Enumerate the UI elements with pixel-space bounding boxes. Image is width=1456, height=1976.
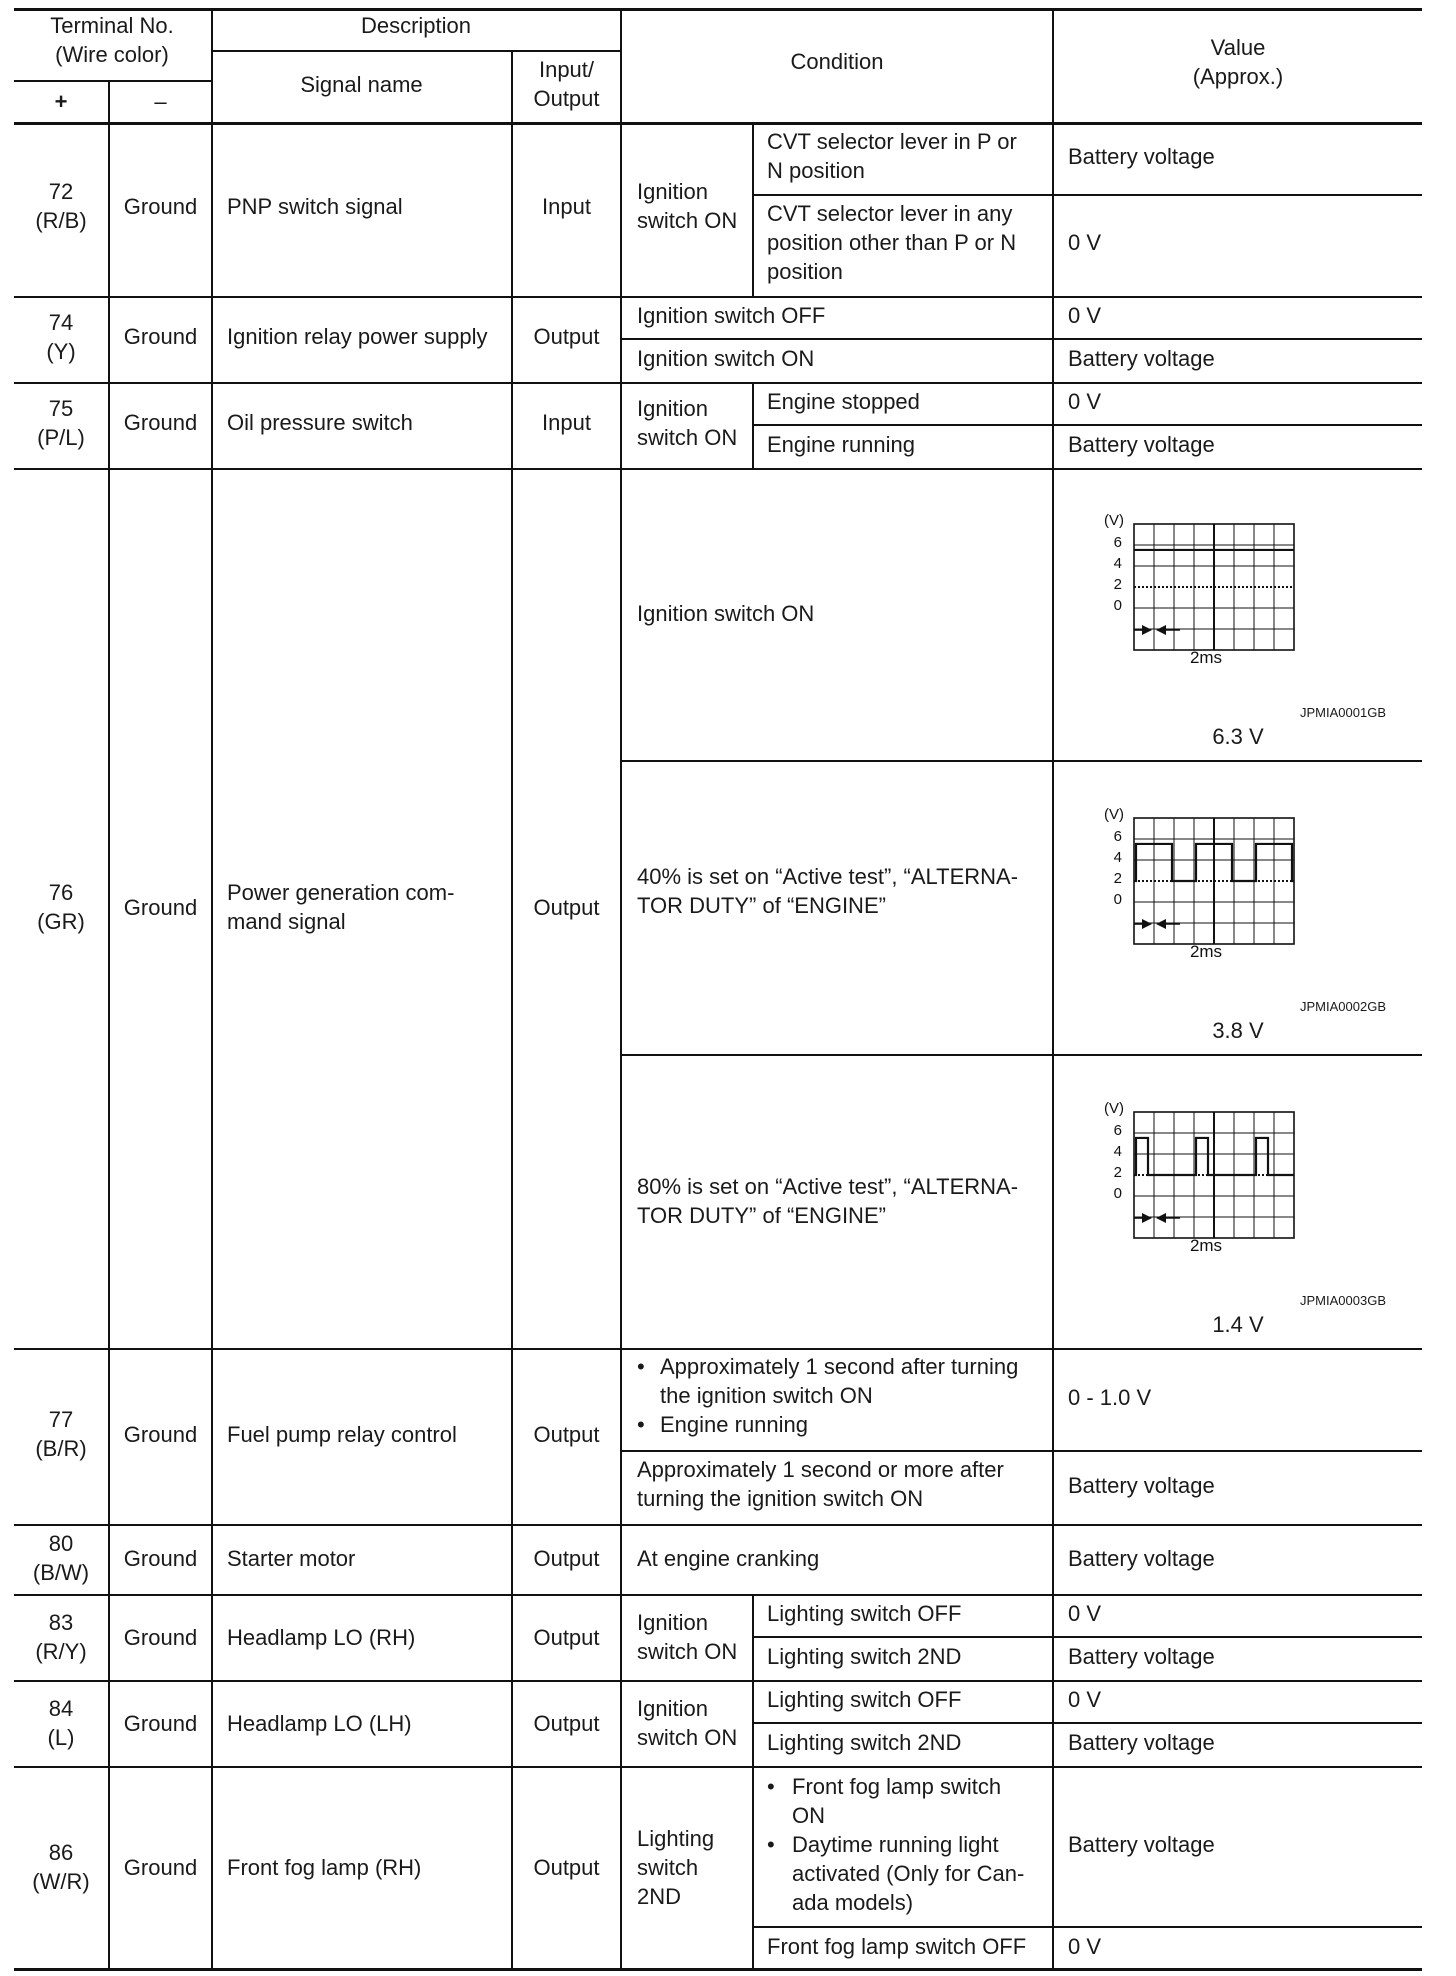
scope-unit-label: (V) <box>1104 512 1124 529</box>
header-signal-name: Signal name <box>300 72 423 97</box>
ground-terminal: Ground <box>123 1546 198 1571</box>
wire-color: (R/B) <box>35 208 87 233</box>
arrow-right-icon <box>1142 919 1152 929</box>
header-minus: – <box>154 89 167 114</box>
value-text: Battery voltage <box>1068 144 1215 169</box>
header-input-output: Output <box>533 86 600 111</box>
rule <box>752 1636 1422 1638</box>
input-output: Output <box>533 1855 600 1880</box>
scope-tick-label: 0 <box>1113 597 1122 614</box>
wire-color: (Y) <box>46 339 76 364</box>
condition-text: TOR DUTY” of “ENGINE” <box>637 1203 886 1228</box>
table-bottom-rule <box>14 1968 1422 1971</box>
condition-text: CVT selector lever in P or <box>767 129 1017 154</box>
rule <box>620 760 1422 762</box>
header-description: Description <box>360 13 472 38</box>
wire-color: (R/Y) <box>35 1639 87 1664</box>
input-output: Input <box>542 410 591 435</box>
value-text: Battery voltage <box>1068 432 1215 457</box>
bullet: • <box>767 1832 775 1857</box>
ground-terminal: Ground <box>123 1625 198 1650</box>
scope-tick-label: 4 <box>1113 555 1122 572</box>
value-text: Battery voltage <box>1068 1546 1215 1571</box>
condition-text: CVT selector lever in any <box>767 201 1013 226</box>
figure-id: JPMIA0002GB <box>1300 999 1386 1014</box>
condition-text: At engine cranking <box>637 1546 820 1571</box>
wire-color: (B/W) <box>32 1560 90 1585</box>
condition-text: Ignition switch ON <box>637 346 815 371</box>
condition-text: Daytime running light <box>792 1832 999 1857</box>
condition-text: Ignition <box>637 1610 708 1635</box>
scope-tick-label: 6 <box>1113 1122 1122 1139</box>
terminal-number: 74 <box>48 310 74 335</box>
scope-tick-label: 6 <box>1113 534 1122 551</box>
wire-color: (P/L) <box>37 425 85 450</box>
rule <box>620 1450 1422 1452</box>
terminal-number: 72 <box>48 179 74 204</box>
row-divider <box>14 1524 1422 1526</box>
input-output: Output <box>533 1422 600 1447</box>
scope-unit-label: (V) <box>1104 806 1124 823</box>
col-divider <box>620 8 622 1970</box>
signal-name: Ignition relay power supply <box>227 324 488 349</box>
condition-text: Ignition switch ON <box>637 601 815 626</box>
terminal-number: 83 <box>48 1610 74 1635</box>
signal-name: Headlamp LO (RH) <box>227 1625 416 1650</box>
input-output: Output <box>533 1711 600 1736</box>
scope-tick-label: 2 <box>1113 576 1122 593</box>
condition-text: switch ON <box>637 208 738 233</box>
condition-text: Engine stopped <box>767 389 920 414</box>
row-divider <box>14 296 1422 298</box>
row-divider <box>14 1766 1422 1768</box>
header-bottom-rule <box>14 122 1422 125</box>
condition-text: Approximately 1 second after turning <box>660 1354 1019 1379</box>
condition-text: Approximately 1 second or more after <box>637 1457 1004 1482</box>
condition-text: N position <box>767 158 865 183</box>
input-output: Input <box>542 194 591 219</box>
row-divider <box>14 382 1422 384</box>
header-input-output: Input/ <box>538 57 595 82</box>
terminal-number: 84 <box>48 1696 74 1721</box>
signal-name: Front fog lamp (RH) <box>227 1855 422 1880</box>
condition-text: turning the ignition switch ON <box>637 1486 924 1511</box>
scope-tick-label: 2 <box>1113 870 1122 887</box>
scope-time-label: 2ms <box>1189 942 1223 961</box>
input-output: Output <box>533 324 600 349</box>
wire-color: (B/R) <box>35 1436 87 1461</box>
scope-time-label: 2ms <box>1189 1236 1223 1255</box>
bullet: • <box>637 1412 645 1437</box>
terminal-number: 75 <box>48 396 74 421</box>
signal-name: Oil pressure switch <box>227 410 413 435</box>
wire-color: (L) <box>47 1725 75 1750</box>
signal-name: mand signal <box>227 909 346 934</box>
ground-terminal: Ground <box>123 1422 198 1447</box>
condition-text: the ignition switch ON <box>660 1383 873 1408</box>
col-divider <box>752 1682 754 1768</box>
ground-terminal: Ground <box>123 895 198 920</box>
arrow-right-icon <box>1142 625 1152 635</box>
ground-terminal: Ground <box>123 410 198 435</box>
signal-name: Power generation com- <box>227 880 455 905</box>
condition-text: Lighting switch 2ND <box>767 1730 962 1755</box>
wire-color: (W/R) <box>32 1869 90 1894</box>
value-text: 0 V <box>1068 303 1102 328</box>
condition-text: Ignition switch OFF <box>637 303 826 328</box>
terminal-number: 86 <box>48 1840 74 1865</box>
value-text: 0 V <box>1068 1601 1102 1626</box>
input-output: Output <box>533 1546 600 1571</box>
header-terminal-no: Terminal No. <box>50 13 174 38</box>
input-output: Output <box>533 1625 600 1650</box>
ground-terminal: Ground <box>123 194 198 219</box>
ground-terminal: Ground <box>123 1855 198 1880</box>
scope-tick-label: 0 <box>1113 1185 1122 1202</box>
signal-name: Starter motor <box>227 1546 356 1571</box>
value-text: Battery voltage <box>1068 1644 1215 1669</box>
value-text: 0 V <box>1068 1934 1102 1959</box>
value-text: 0 V <box>1068 389 1102 414</box>
condition-text: Engine running <box>767 432 916 457</box>
scope-tick-label: 6 <box>1113 828 1122 845</box>
scope-tick-label: 4 <box>1113 1143 1122 1160</box>
terminal-number: 80 <box>48 1531 74 1556</box>
value-text: 0 V <box>1068 230 1102 255</box>
col-divider <box>108 80 110 1970</box>
condition-text: switch ON <box>637 425 738 450</box>
header-condition: Condition <box>790 49 884 74</box>
figure-id: JPMIA0001GB <box>1300 705 1386 720</box>
bullet: • <box>637 1354 645 1379</box>
condition-text: Ignition <box>637 1696 708 1721</box>
scope-tick-label: 2 <box>1113 1164 1122 1181</box>
input-output: Output <box>533 895 600 920</box>
col-divider <box>1052 8 1054 1970</box>
condition-text: Front fog lamp switch OFF <box>767 1934 1027 1959</box>
oscilloscope-waveform <box>1100 804 1300 994</box>
scope-value: 3.8 V <box>1212 1018 1264 1043</box>
bullet: • <box>767 1774 775 1799</box>
rule <box>752 1722 1422 1724</box>
figure-id: JPMIA0003GB <box>1300 1293 1386 1308</box>
col-divider <box>752 1596 754 1682</box>
condition-text: ON <box>792 1803 825 1828</box>
condition-text: TOR DUTY” of “ENGINE” <box>637 893 886 918</box>
condition-text: Front fog lamp switch <box>792 1774 1002 1799</box>
terminal-number: 76 <box>48 880 74 905</box>
signal-name: Fuel pump relay control <box>227 1422 457 1447</box>
condition-text: 2ND <box>637 1884 682 1909</box>
rule <box>752 1926 1422 1928</box>
scope-value: 6.3 V <box>1212 724 1264 749</box>
condition-text: switch <box>637 1855 699 1880</box>
oscilloscope-waveform <box>1100 510 1300 700</box>
header-value: Value <box>1210 35 1266 60</box>
terminal-number: 77 <box>48 1407 74 1432</box>
rule <box>620 1054 1422 1056</box>
rule <box>752 194 1422 196</box>
rule <box>620 338 1422 340</box>
arrow-right-icon <box>1142 1213 1152 1223</box>
condition-text: switch ON <box>637 1639 738 1664</box>
rule <box>14 80 212 82</box>
condition-text: ada models) <box>792 1890 914 1915</box>
condition-text: position other than P or N <box>767 230 1017 255</box>
condition-text: Lighting <box>637 1826 715 1851</box>
scope-time-label: 2ms <box>1189 648 1223 667</box>
oscilloscope-waveform <box>1100 1098 1300 1288</box>
condition-text: Engine running <box>660 1412 809 1437</box>
col-divider <box>752 1768 754 1970</box>
value-text: 0 V <box>1068 1687 1102 1712</box>
row-divider <box>14 1348 1422 1350</box>
condition-text: Ignition <box>637 396 708 421</box>
wire-color: (GR) <box>37 909 85 934</box>
scope-value: 1.4 V <box>1212 1312 1264 1337</box>
value-text: Battery voltage <box>1068 1730 1215 1755</box>
value-text: Battery voltage <box>1068 1473 1215 1498</box>
signal-name: Headlamp LO (LH) <box>227 1711 412 1736</box>
value-text: Battery voltage <box>1068 346 1215 371</box>
col-divider <box>752 384 754 470</box>
scope-tick-label: 0 <box>1113 891 1122 908</box>
scope-unit-label: (V) <box>1104 1100 1124 1117</box>
ground-terminal: Ground <box>123 324 198 349</box>
condition-text: Ignition <box>637 179 708 204</box>
value-text: Battery voltage <box>1068 1832 1215 1857</box>
header-value-approx: (Approx.) <box>1192 64 1284 89</box>
header-wire-color: (Wire color) <box>55 42 169 67</box>
condition-text: Lighting switch OFF <box>767 1601 962 1626</box>
condition-text: position <box>767 259 843 284</box>
col-divider <box>752 124 754 298</box>
condition-text: 80% is set on “Active test”, “ALTERNA- <box>637 1174 1019 1199</box>
signal-name: PNP switch signal <box>227 194 403 219</box>
col-divider <box>211 8 213 1970</box>
row-divider <box>14 1594 1422 1596</box>
scope-tick-label: 4 <box>1113 849 1122 866</box>
value-text: 0 - 1.0 V <box>1068 1385 1152 1410</box>
condition-text: switch ON <box>637 1725 738 1750</box>
condition-text: activated (Only for Can- <box>792 1861 1025 1886</box>
rule <box>212 50 622 52</box>
condition-text: 40% is set on “Active test”, “ALTERNA- <box>637 864 1019 889</box>
condition-text: Lighting switch 2ND <box>767 1644 962 1669</box>
ground-terminal: Ground <box>123 1711 198 1736</box>
row-divider <box>14 1680 1422 1682</box>
condition-text: Lighting switch OFF <box>767 1687 962 1712</box>
header-plus: + <box>54 89 68 114</box>
rule <box>752 424 1422 426</box>
row-divider <box>14 468 1422 470</box>
